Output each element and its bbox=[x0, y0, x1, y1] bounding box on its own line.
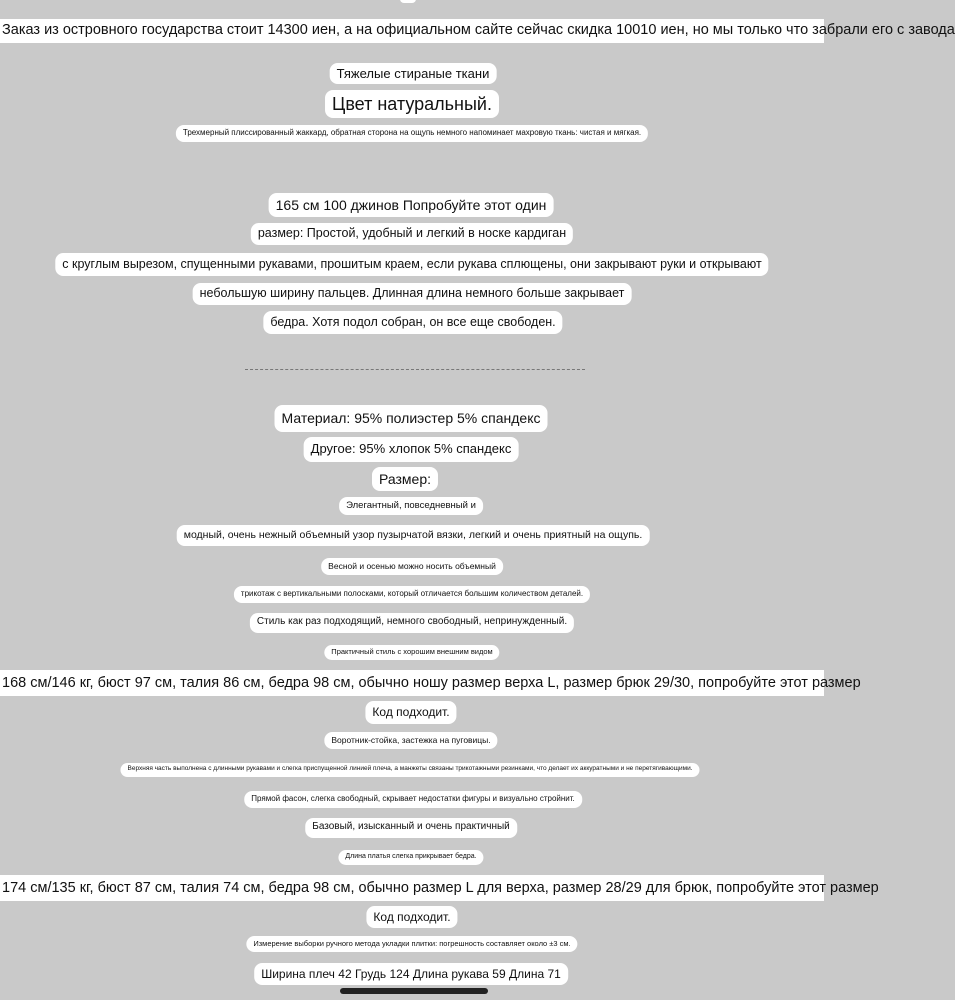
text-line: Цвет натуральный. bbox=[325, 90, 499, 118]
text-line: Другое: 95% хлопок 5% спандекс bbox=[304, 437, 519, 462]
text-line: Код подходит. bbox=[366, 906, 457, 928]
text-line: Размер: bbox=[372, 467, 438, 491]
top-text-fragment bbox=[400, 0, 416, 3]
divider-line bbox=[245, 369, 585, 370]
text-line: Верхняя часть выполнена с длинными рукавами и слегка приспущенной линией плеча, а манжеты связаны трикотажными резинками, что делает их аккуратными и не перетягивающими. bbox=[120, 763, 699, 777]
text-line: с круглым вырезом, спущенными рукавами, прошитым краем, если рукава сплющены, они закрывают руки и открывают bbox=[55, 253, 768, 276]
text-line: Весной и осенью можно носить объемный bbox=[321, 558, 503, 575]
text-line: модный, очень нежный объемный узор пузырчатой вязки, легкий и очень приятный на ощупь. bbox=[177, 525, 650, 546]
text-line: Заказ из островного государства стоит 14300 иен, а на официальном сайте сейчас скидка 10010 иен, но мы только что забрали его с завода bbox=[0, 19, 824, 43]
text-line: 174 см/135 кг, бюст 87 см, талия 74 см, бедра 98 см, обычно размер L для верха, размер 28/29 для брюк, попробуйте этот размер bbox=[0, 875, 824, 901]
text-line: Трехмерный плиссированный жаккард, обратная сторона на ощупь немного напоминает махровую ткань: чистая и мягкая. bbox=[176, 125, 648, 142]
text-line: небольшую ширину пальцев. Длинная длина немного больше закрывает bbox=[193, 283, 632, 305]
text-line: Элегантный, повседневный и bbox=[339, 497, 483, 515]
text-line: Воротник-стойка, застежка на пуговицы. bbox=[324, 732, 497, 749]
text-line: трикотаж с вертикальными полосками, который отличается большим количеством деталей. bbox=[234, 586, 590, 603]
text-line: Длина платья слегка прикрывает бедра. bbox=[338, 850, 483, 865]
text-line: Измерение выборки ручного метода укладки плитки: погрешность составляет около ±3 см. bbox=[246, 936, 577, 952]
text-line: Ширина плеч 42 Грудь 124 Длина рукава 59 Длина 71 bbox=[254, 963, 568, 985]
text-line: Практичный стиль с хорошим внешним видом bbox=[324, 645, 499, 660]
text-line: Код подходит. bbox=[365, 701, 456, 724]
text-line: Стиль как раз подходящий, немного свободный, непринужденный. bbox=[250, 613, 574, 633]
text-line: 168 см/146 кг, бюст 97 см, талия 86 см, бедра 98 см, обычно ношу размер верха L, размер брюк 29/30, попробуйте этот размер bbox=[0, 670, 824, 696]
text-line: Прямой фасон, слегка свободный, скрывает недостатки фигуры и визуально стройнит. bbox=[244, 791, 582, 808]
text-line: 165 см 100 джинов Попробуйте этот один bbox=[269, 193, 554, 217]
text-line: бедра. Хотя подол собран, он все еще свободен. bbox=[263, 311, 562, 334]
text-line: Базовый, изысканный и очень практичный bbox=[305, 818, 517, 838]
text-line: Материал: 95% полиэстер 5% спандекс bbox=[275, 405, 548, 432]
home-indicator[interactable] bbox=[340, 988, 488, 994]
text-line: Тяжелые стираные ткани bbox=[330, 63, 497, 84]
text-line: размер: Простой, удобный и легкий в носке кардиган bbox=[251, 223, 573, 245]
